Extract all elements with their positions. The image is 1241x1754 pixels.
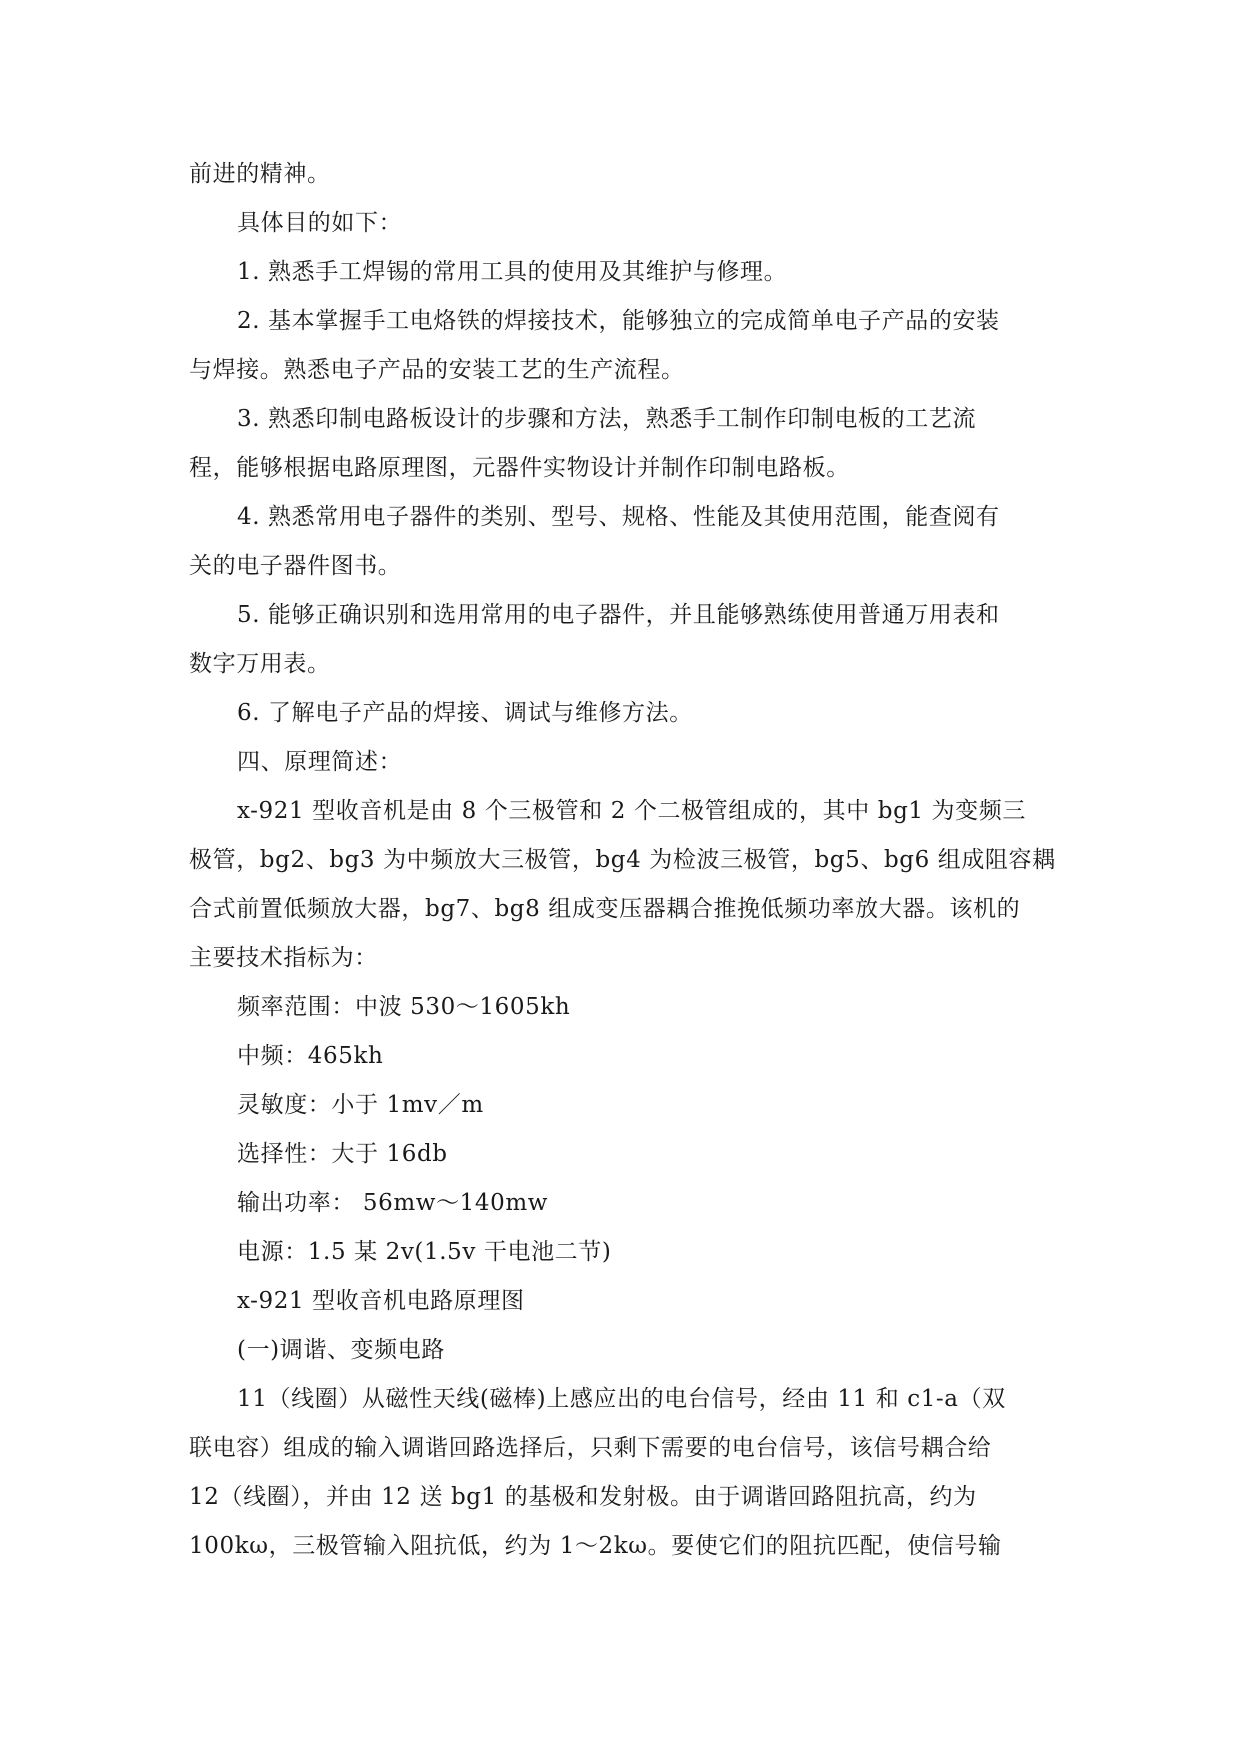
text-line: 3. 熟悉印制电路板设计的步骤和方法，熟悉手工制作印制电板的工艺流 bbox=[237, 406, 977, 432]
text-line: 前进的精神。 bbox=[189, 161, 331, 187]
text-line: (一)调谐、变频电路 bbox=[237, 1337, 445, 1363]
text-line: 频率范围：中波 530～1605kh bbox=[237, 994, 571, 1020]
text-line: 关的电子器件图书。 bbox=[189, 553, 402, 579]
text-line: x-921 型收音机是由 8 个三极管和 2 个二极管组成的，其中 bg1 为变频三 bbox=[237, 798, 1026, 824]
text-line: 100kω，三极管输入阻抗低，约为 1～2kω。要使它们的阻抗匹配，使信号输 bbox=[189, 1533, 1002, 1559]
document-body bbox=[189, 150, 1056, 1571]
text-line: 数字万用表。 bbox=[189, 651, 331, 677]
text-line: 合式前置低频放大器，bg7、bg8 组成变压器耦合推挽低频功率放大器。该机的 bbox=[189, 896, 1021, 922]
text-line: 12（线圈），并由 12 送 bg1 的基极和发射极。由于调谐回路阻抗高，约为 bbox=[189, 1484, 977, 1510]
text-line: 选择性：大于 16db bbox=[237, 1141, 448, 1167]
text-line: 4. 熟悉常用电子器件的类别、型号、规格、性能及其使用范围，能查阅有 bbox=[237, 504, 1000, 530]
text-line: 6. 了解电子产品的焊接、调试与维修方法。 bbox=[237, 700, 693, 726]
text-line: 联电容）组成的输入调谐回路选择后，只剩下需要的电台信号，该信号耦合给 bbox=[189, 1435, 992, 1461]
text-line: 中频：465kh bbox=[237, 1043, 384, 1069]
text-line: 2. 基本掌握手工电烙铁的焊接技术，能够独立的完成简单电子产品的安装 bbox=[237, 308, 1000, 334]
text-line: 11（线圈）从磁性天线(磁棒)上感应出的电台信号，经由 11 和 c1-a（双 bbox=[237, 1386, 1006, 1412]
text-line: 1. 熟悉手工焊锡的常用工具的使用及其维护与修理。 bbox=[237, 259, 788, 285]
text-line: 电源：1.5 某 2v(1.5v 干电池二节) bbox=[237, 1239, 612, 1265]
text-line: 输出功率： 56mw～140mw bbox=[237, 1190, 549, 1216]
text-line: 5. 能够正确识别和选用常用的电子器件，并且能够熟练使用普通万用表和 bbox=[237, 602, 1000, 628]
text-line: x-921 型收音机电路原理图 bbox=[237, 1288, 525, 1314]
text-line: 与焊接。熟悉电子产品的安装工艺的生产流程。 bbox=[189, 357, 685, 383]
text-line: 灵敏度：小于 1mv／m bbox=[237, 1092, 484, 1118]
text-line: 主要技术指标为： bbox=[189, 945, 378, 971]
text-line: 程，能够根据电路原理图，元器件实物设计并制作印制电路板。 bbox=[189, 455, 850, 481]
text-line: 极管，bg2、bg3 为中频放大三极管，bg4 为检波三极管，bg5、bg6 组成阻容耦 bbox=[189, 847, 1056, 873]
text-line: 四、原理简述： bbox=[237, 749, 403, 775]
text-line: 具体目的如下： bbox=[237, 210, 403, 236]
